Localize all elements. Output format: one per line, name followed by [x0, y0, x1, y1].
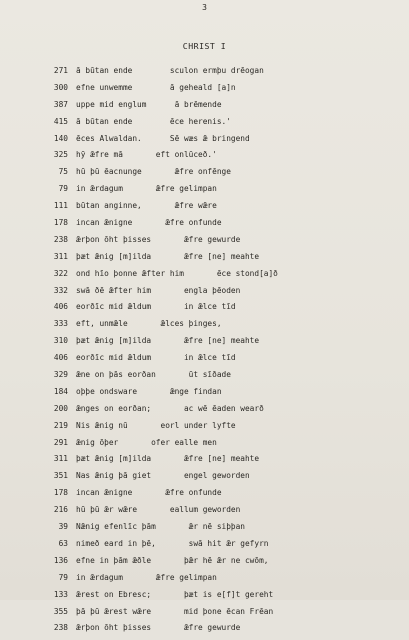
verse-text: ǣrþon ōht þisses ǣfre gewurde: [76, 234, 241, 244]
verse-text: uppe mid englum ā brēmende: [76, 99, 222, 109]
line-number: 332: [53, 285, 68, 295]
line-number: 311: [53, 251, 68, 261]
line-number: 238: [53, 623, 68, 633]
line-number: 300: [53, 82, 68, 92]
verse-line: [0, 353, 409, 370]
verse-text: ond hīo þonne ǣfter him ēce stond[a]ð: [76, 268, 278, 278]
line-number: 219: [53, 420, 68, 430]
verse-line: [0, 488, 409, 505]
line-number: 79: [58, 572, 68, 582]
line-number: 351: [53, 471, 68, 481]
verse-text: ǣnig ōþer ofer ealle men: [76, 437, 217, 447]
verse-text: ǣne on þās eorðan ūt sīðade: [76, 370, 231, 380]
verse-line: [0, 117, 409, 134]
verse-line: [0, 505, 409, 522]
line-number: 325: [53, 150, 68, 160]
verse-text: incan ǣnigne ǣfre onfunde: [76, 218, 222, 228]
verse-text: oþþe ondsware ǣnge findan: [76, 386, 222, 396]
verse-text: in ǣrdagum ǣfre gelimpan: [76, 184, 217, 194]
verse-line: [0, 607, 409, 624]
verse-text: Nas ǣnig þā giet engel geworden: [76, 471, 250, 481]
line-number: 184: [53, 386, 68, 396]
verse-line: [0, 167, 409, 184]
verse-text: Nǣnig efenlīc þām ǣr nē siþþan: [76, 522, 245, 532]
verse-text: in ǣrdagum ǣfre gelimpan: [76, 572, 217, 582]
verse-text: ēces Alwaldan. Sē wæs ǣ bringend: [76, 133, 250, 143]
line-number: 133: [53, 589, 68, 599]
line-number: 63: [58, 538, 68, 548]
line-number: 311: [53, 454, 68, 464]
verse-line: [0, 184, 409, 201]
section-title: CHRIST I: [182, 41, 227, 51]
verse-line: [0, 454, 409, 471]
verse-text: efne in þām ǣðle þǣr hē ǣr ne cwōm,: [76, 555, 269, 565]
line-number: 291: [53, 437, 68, 447]
verse-line: [0, 404, 409, 421]
verse-line: [0, 201, 409, 218]
verse-line: [0, 573, 409, 590]
verse-line: [0, 539, 409, 556]
verse-text: eorðīc mid ǣldum in ǣlce tīd: [76, 353, 236, 363]
verse-line: [0, 556, 409, 573]
line-number: 111: [53, 201, 68, 211]
verse-text: hū þū ǣr wǣre eallum geworden: [76, 505, 241, 515]
verse-text: ǣnges on eorðan; ac wē ēaden wearð: [76, 403, 264, 413]
verse-text: incan ǣnigne ǣfre onfunde: [76, 488, 222, 498]
verse-line: [0, 150, 409, 167]
verse-text: ǣrþon ōht þisses ǣfre gewurde: [76, 623, 241, 633]
verse-text: Nis ǣnig nū eorl under lyfte: [76, 420, 236, 430]
verse-line: [0, 252, 409, 269]
verse-line: [0, 522, 409, 539]
line-number: 329: [53, 370, 68, 380]
verse-line: [0, 336, 409, 353]
line-number: 333: [53, 319, 68, 329]
verse-line: [0, 235, 409, 252]
line-number: 140: [53, 133, 68, 143]
verse-line: [0, 100, 409, 117]
verse-line: [0, 590, 409, 607]
verse-line: [0, 66, 409, 83]
verse-line: [0, 134, 409, 151]
verse-text: þā þū ǣrest wǣre mid þone ēcan Frēan: [76, 606, 274, 616]
verse-text: þæt ǣnig [m]ilda ǣfre [ne] meahte: [76, 251, 260, 261]
verse-line: [0, 83, 409, 100]
verse-line: [0, 319, 409, 336]
verse-list: [0, 66, 409, 640]
verse-text: hū þū ēacnunge ǣfre onfēnge: [76, 167, 231, 177]
line-number: 75: [58, 167, 68, 177]
verse-line: [0, 421, 409, 438]
verse-line: [0, 438, 409, 455]
verse-text: eft, unmǣle ǣlces þinges,: [76, 319, 222, 329]
line-number: 216: [53, 505, 68, 515]
verse-line: [0, 387, 409, 404]
verse-text: ā būtan ende sculon ermþu drēogan: [76, 66, 264, 75]
line-number: 387: [53, 99, 68, 109]
verse-line: [0, 302, 409, 319]
verse-text: swā ðē ǣfter him engla þēoden: [76, 285, 241, 295]
line-number: 238: [53, 234, 68, 244]
page-number: 3: [202, 3, 207, 12]
line-number: 415: [53, 116, 68, 126]
line-number: 271: [53, 66, 68, 75]
line-number: 39: [58, 522, 68, 532]
verse-line: [0, 286, 409, 303]
verse-line: [0, 370, 409, 387]
verse-text: ā būtan ende ēce herenis.': [76, 116, 231, 126]
verse-line: [0, 269, 409, 286]
line-number: 200: [53, 403, 68, 413]
verse-line: [0, 471, 409, 488]
line-number: 136: [53, 555, 68, 565]
verse-text: nimeð eard in þē, swā hit ǣr gefyrn: [76, 538, 269, 548]
line-number: 406: [53, 353, 68, 363]
line-number: 310: [53, 336, 68, 346]
line-number: 322: [53, 268, 68, 278]
line-number: 355: [53, 606, 68, 616]
verse-text: hȳ ǣfre mā eft onlūceð.': [76, 150, 217, 160]
line-number: 406: [53, 302, 68, 312]
verse-line: [0, 218, 409, 235]
line-number: 178: [53, 488, 68, 498]
verse-line: [0, 623, 409, 640]
verse-text: efne unwemme ā geheald [a]n: [76, 82, 236, 92]
verse-text: þæt ǣnig [m]ilda ǣfre [ne] meahte: [76, 454, 260, 464]
verse-text: būtan anginne, ǣfre wǣre: [76, 201, 217, 211]
line-number: 178: [53, 218, 68, 228]
verse-text: eorðīc mid ǣldum in ǣlce tīd: [76, 302, 236, 312]
verse-text: þæt ǣnig [m]ilda ǣfre [ne] meahte: [76, 336, 260, 346]
line-number: 79: [58, 184, 68, 194]
verse-text: ǣrest on Ebresc; þæt is e[f]t gereht: [76, 589, 274, 599]
